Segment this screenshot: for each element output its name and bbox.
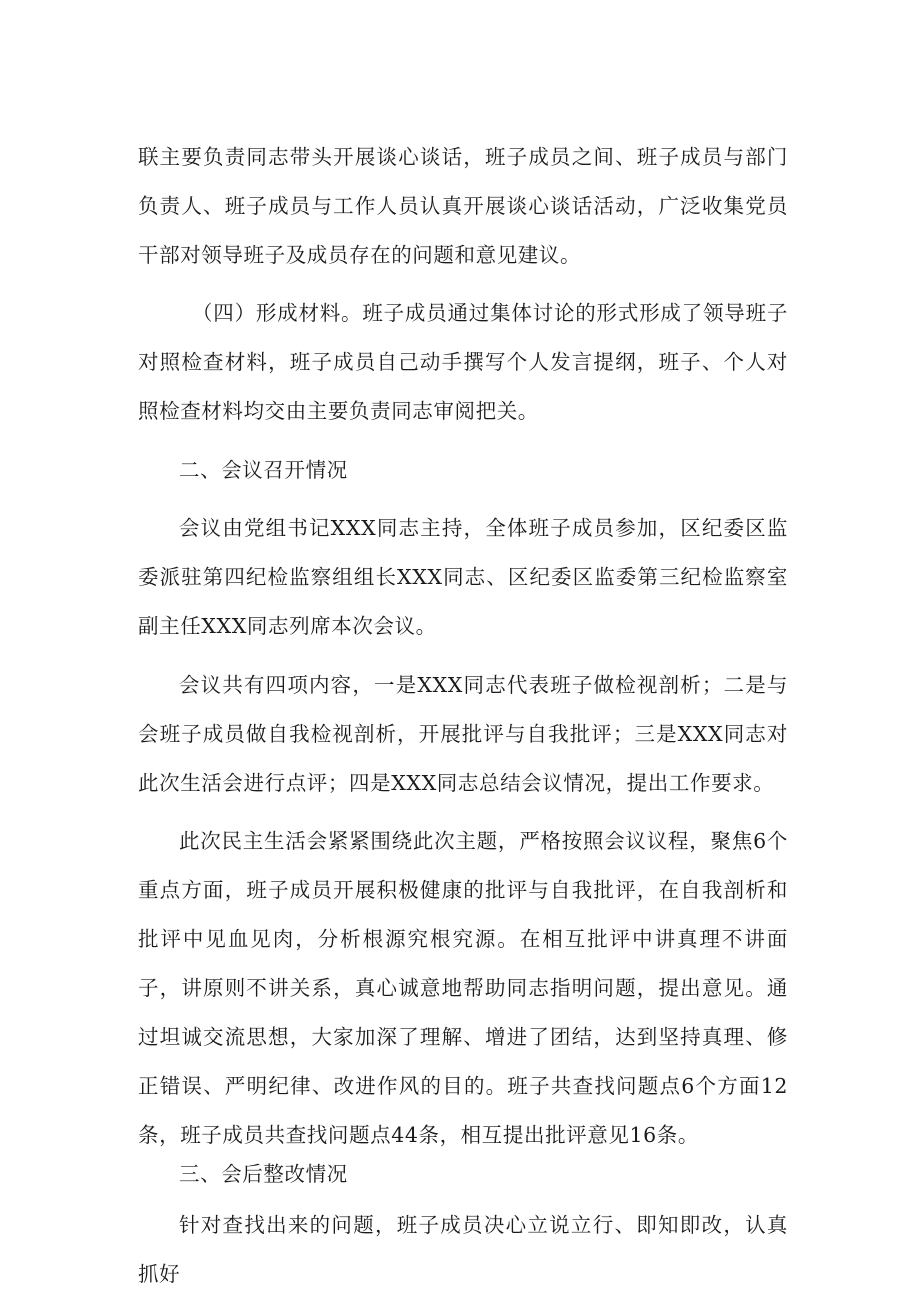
document-body: [138, 133, 788, 1299]
paragraph-meeting-agenda: 会议共有四项内容，一是XXX同志代表班子做检视剖析；二是与会班子成员做自我检视剖析，开展批评与自我批评；三是XXX同志对此次生活会进行点评；四是XXX同志总结会议情况，提出工作要求。: [138, 673, 788, 795]
section-heading-meeting: 二、会议召开情况: [179, 458, 348, 482]
paragraph-heart-to-heart-talks: 联主要负责同志带头开展谈心谈话，班子成员之间、班子成员与部门负责人、班子成员与工作人员认真开展谈心谈话活动，广泛收集党员干部对领导班子及成员存在的问题和意见建议。: [138, 145, 788, 267]
paragraph-forming-materials: （四）形成材料。班子成员通过集体讨论的形式形成了领导班子对照检查材料，班子成员自己动手撰写个人发言提纲，班子、个人对照检查材料均交由主要负责同志审阅把关。: [138, 301, 788, 423]
section-heading-rectification: 三、会后整改情况: [179, 1162, 348, 1186]
paragraph-rectification: 针对查找出来的问题，班子成员决心立说立行、即知即改，认真抓好: [138, 1213, 788, 1286]
paragraph-meeting-host: 会议由党组书记XXX同志主持，全体班子成员参加，区纪委区监委派驻第四纪检监察组组长XXX同志、区纪委区监委第三纪检监察室副主任XXX同志列席本次会议。: [138, 516, 788, 638]
paragraph-meeting-summary: 此次民主生活会紧紧围绕此次主题，严格按照会议议程，聚焦6个重点方面，班子成员开展积极健康的批评与自我批评，在自我剖析和批评中见血见肉，分析根源究根究源。在相互批评中讲真理不讲面子，讲原则不讲关系，真心诚意地帮助同志指明问题，提出意见。通过坦诚交流思想，大家加深了理解、增进了团结，达到坚持真理、修正错误、严明纪律、改进作风的目的。班子共查找问题点6个方面12条，班子成员共查找问题点44条，相互提出批评意见16条。: [138, 829, 788, 1147]
